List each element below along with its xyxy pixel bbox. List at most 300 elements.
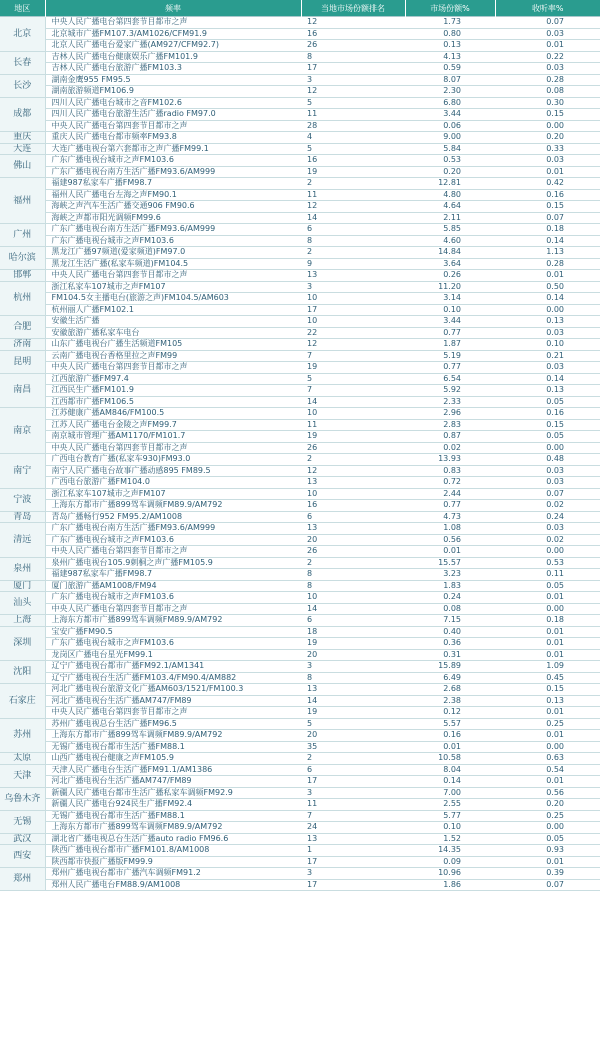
rank-cell: 14	[301, 695, 405, 707]
rate-cell: 0.01	[495, 638, 600, 650]
rate-cell: 1.13	[495, 247, 600, 259]
rank-cell: 17	[301, 304, 405, 316]
frequency-cell: 中央人民广播电台第四套节目都市之声	[45, 17, 301, 29]
rate-cell: 0.01	[495, 166, 600, 178]
table-row	[0, 235, 600, 247]
share-cell: 14.84	[405, 247, 495, 259]
table-row	[0, 868, 600, 880]
table-row	[0, 178, 600, 190]
region-cell: 苏州	[0, 718, 45, 753]
region-cell: 沈阳	[0, 661, 45, 684]
frequency-cell: 南京城市管理广播AM1170/FM101.7	[45, 431, 301, 443]
frequency-cell: 郑州人民广播电台FM88.9/AM1008	[45, 879, 301, 891]
table-row	[0, 684, 600, 696]
share-cell: 0.20	[405, 166, 495, 178]
table-row	[0, 258, 600, 270]
frequency-cell: 江西旅游广播FM97.4	[45, 373, 301, 385]
table-row	[0, 523, 600, 535]
share-cell: 5.19	[405, 350, 495, 362]
table-row	[0, 109, 600, 121]
table-row	[0, 856, 600, 868]
rate-cell: 0.20	[495, 132, 600, 144]
share-cell: 3.44	[405, 109, 495, 121]
rank-cell: 8	[301, 51, 405, 63]
rate-cell: 0.01	[495, 270, 600, 282]
share-cell: 10.58	[405, 753, 495, 765]
share-cell: 0.56	[405, 534, 495, 546]
share-cell: 1.86	[405, 879, 495, 891]
rate-cell: 0.08	[495, 86, 600, 98]
region-cell: 南宁	[0, 454, 45, 489]
frequency-cell: 江西都市广播FM106.5	[45, 396, 301, 408]
table-row	[0, 132, 600, 144]
share-cell: 0.72	[405, 477, 495, 489]
frequency-cell: 大连广播电视台第六套都市之声广播FM99.1	[45, 143, 301, 155]
share-cell: 0.26	[405, 270, 495, 282]
rate-cell: 0.01	[495, 626, 600, 638]
rank-cell: 8	[301, 672, 405, 684]
share-cell: 5.57	[405, 718, 495, 730]
rank-cell: 4	[301, 132, 405, 144]
share-cell: 14.35	[405, 845, 495, 857]
rank-cell: 5	[301, 373, 405, 385]
frequency-cell: 中央人民广播电台第四套节目都市之声	[45, 546, 301, 558]
rate-cell: 0.10	[495, 339, 600, 351]
frequency-cell: 山东广播电视台广播生活频道FM105	[45, 339, 301, 351]
region-cell: 汕头	[0, 592, 45, 615]
frequency-cell: 黑龙江生活广播(私家车频道)FM104.5	[45, 258, 301, 270]
rank-cell: 17	[301, 856, 405, 868]
rank-cell: 17	[301, 776, 405, 788]
table-row	[0, 592, 600, 604]
frequency-cell: 广东广播电视台城市之声FM103.6	[45, 235, 301, 247]
frequency-cell: 海峡之声都市阳光调频FM99.6	[45, 212, 301, 224]
rank-cell: 13	[301, 684, 405, 696]
region-cell: 成都	[0, 97, 45, 132]
rate-cell: 0.18	[495, 615, 600, 627]
share-cell: 3.23	[405, 569, 495, 581]
frequency-cell: 青岛广播畅行952 FM95.2/AM1008	[45, 511, 301, 523]
frequency-cell: 四川人民广播电台旅游生活广播radio FM97.0	[45, 109, 301, 121]
rank-cell: 12	[301, 86, 405, 98]
frequency-cell: 上海东方都市广播899驾车调频FM89.9/AM792	[45, 822, 301, 834]
table-row	[0, 557, 600, 569]
rank-cell: 3	[301, 661, 405, 673]
table-row	[0, 661, 600, 673]
share-cell: 4.64	[405, 201, 495, 213]
rate-cell: 0.05	[495, 580, 600, 592]
rate-cell: 0.18	[495, 224, 600, 236]
rate-cell: 0.01	[495, 40, 600, 52]
frequency-cell: 河北广播电视台生活广播AM747/FM89	[45, 695, 301, 707]
rank-cell: 26	[301, 40, 405, 52]
frequency-cell: 中央人民广播电台第四套节目都市之声	[45, 603, 301, 615]
rate-cell: 0.42	[495, 178, 600, 190]
table-row	[0, 730, 600, 742]
frequency-cell: 安徽旅游广播私家车电台	[45, 327, 301, 339]
share-cell: 0.10	[405, 822, 495, 834]
share-cell: 5.92	[405, 385, 495, 397]
table-row	[0, 247, 600, 259]
table-row	[0, 431, 600, 443]
region-cell: 武汉	[0, 833, 45, 845]
rate-cell: 0.02	[495, 534, 600, 546]
rate-cell: 0.00	[495, 822, 600, 834]
rank-cell: 2	[301, 178, 405, 190]
share-cell: 0.77	[405, 362, 495, 374]
share-cell: 1.08	[405, 523, 495, 535]
frequency-cell: 泉州广播电视台105.9刺桐之声广播FM105.9	[45, 557, 301, 569]
frequency-cell: 郑州广播电视台都市广播汽车调频FM91.2	[45, 868, 301, 880]
table-row	[0, 63, 600, 75]
share-cell: 0.10	[405, 304, 495, 316]
share-cell: 0.01	[405, 741, 495, 753]
rate-cell: 0.14	[495, 235, 600, 247]
table-row	[0, 51, 600, 63]
rank-cell: 6	[301, 224, 405, 236]
rank-cell: 19	[301, 707, 405, 719]
region-cell: 郑州	[0, 868, 45, 891]
table-row	[0, 442, 600, 454]
share-cell: 2.33	[405, 396, 495, 408]
rate-cell: 0.93	[495, 845, 600, 857]
rate-cell: 0.00	[495, 120, 600, 132]
share-cell: 0.01	[405, 546, 495, 558]
rate-cell: 0.14	[495, 373, 600, 385]
table-row	[0, 212, 600, 224]
rate-cell: 0.00	[495, 603, 600, 615]
table-row	[0, 615, 600, 627]
table-row	[0, 822, 600, 834]
rank-cell: 11	[301, 419, 405, 431]
rate-cell: 1.09	[495, 661, 600, 673]
rank-cell: 9	[301, 258, 405, 270]
frequency-cell: 浙江私家车107城市之声FM107	[45, 488, 301, 500]
rank-cell: 35	[301, 741, 405, 753]
region-cell: 无锡	[0, 810, 45, 833]
share-cell: 2.30	[405, 86, 495, 98]
frequency-cell: 四川人民广播电台城市之音FM102.6	[45, 97, 301, 109]
header-rate: 收听率%	[495, 0, 600, 17]
rate-cell: 0.56	[495, 787, 600, 799]
header-share: 市场份额%	[405, 0, 495, 17]
rank-cell: 14	[301, 396, 405, 408]
table-row	[0, 327, 600, 339]
share-cell: 0.06	[405, 120, 495, 132]
region-cell: 乌鲁木齐	[0, 787, 45, 810]
share-cell: 15.89	[405, 661, 495, 673]
rate-cell: 0.25	[495, 810, 600, 822]
rate-cell: 0.03	[495, 465, 600, 477]
share-cell: 0.80	[405, 28, 495, 40]
table-row	[0, 741, 600, 753]
rate-cell: 0.13	[495, 316, 600, 328]
rate-cell: 0.01	[495, 856, 600, 868]
frequency-cell: 河北广播电视台旅游文化广播AM603/1521/FM100.3	[45, 684, 301, 696]
share-cell: 2.38	[405, 695, 495, 707]
rate-cell: 0.50	[495, 281, 600, 293]
table-row	[0, 362, 600, 374]
share-cell: 6.49	[405, 672, 495, 684]
region-cell: 泉州	[0, 557, 45, 580]
rate-cell: 0.01	[495, 776, 600, 788]
rate-cell: 0.16	[495, 189, 600, 201]
rank-cell: 7	[301, 810, 405, 822]
table-row	[0, 155, 600, 167]
rate-cell: 0.01	[495, 592, 600, 604]
table-row	[0, 477, 600, 489]
share-cell: 4.73	[405, 511, 495, 523]
rank-cell: 19	[301, 362, 405, 374]
table-row	[0, 40, 600, 52]
frequency-cell: 新疆人民广播电台924民生广播FM92.4	[45, 799, 301, 811]
share-cell: 7.15	[405, 615, 495, 627]
table-row	[0, 718, 600, 730]
share-cell: 8.07	[405, 74, 495, 86]
frequency-cell: 广西电台教育广播(私家车930)FM93.0	[45, 454, 301, 466]
share-cell: 4.80	[405, 189, 495, 201]
header-row	[0, 0, 600, 17]
rank-cell: 19	[301, 431, 405, 443]
rate-cell: 0.03	[495, 155, 600, 167]
share-cell: 3.44	[405, 316, 495, 328]
share-cell: 2.68	[405, 684, 495, 696]
table-row	[0, 799, 600, 811]
table-row	[0, 511, 600, 523]
region-cell: 南京	[0, 408, 45, 454]
rank-cell: 16	[301, 28, 405, 40]
share-cell: 0.53	[405, 155, 495, 167]
table-row	[0, 500, 600, 512]
region-cell: 福州	[0, 178, 45, 224]
table-row	[0, 707, 600, 719]
rate-cell: 0.00	[495, 546, 600, 558]
share-cell: 0.87	[405, 431, 495, 443]
region-cell: 宁波	[0, 488, 45, 511]
frequency-cell: 广东广播电视台城市之声FM103.6	[45, 638, 301, 650]
frequency-cell: 辽宁广播电视台都市广播FM92.1/AM1341	[45, 661, 301, 673]
frequency-cell: 广东广播电视台南方生活广播FM93.6/AM999	[45, 523, 301, 535]
rank-cell: 11	[301, 189, 405, 201]
rate-cell: 0.28	[495, 74, 600, 86]
table-row	[0, 695, 600, 707]
rate-cell: 0.39	[495, 868, 600, 880]
table-row	[0, 86, 600, 98]
rank-cell: 13	[301, 833, 405, 845]
frequency-cell: 新疆人民广播电台都市生活广播私家车调频FM92.9	[45, 787, 301, 799]
frequency-cell: 重庆人民广播电台都市频率FM93.8	[45, 132, 301, 144]
region-cell: 昆明	[0, 350, 45, 373]
rate-cell: 0.63	[495, 753, 600, 765]
rate-cell: 0.03	[495, 362, 600, 374]
table-row	[0, 120, 600, 132]
rank-cell: 12	[301, 17, 405, 29]
share-cell: 6.54	[405, 373, 495, 385]
region-cell: 广州	[0, 224, 45, 247]
frequency-cell: 上海东方都市广播899驾车调频FM89.9/AM792	[45, 730, 301, 742]
frequency-cell: 海峡之声汽车生活广播交通906 FM90.6	[45, 201, 301, 213]
rank-cell: 20	[301, 649, 405, 661]
share-cell: 8.04	[405, 764, 495, 776]
share-cell: 0.16	[405, 730, 495, 742]
frequency-cell: 中央人民广播电台第四套节目都市之声	[45, 120, 301, 132]
rank-cell: 13	[301, 477, 405, 489]
table-row	[0, 764, 600, 776]
frequency-cell: 南宁人民广播电台故事广播动感895 FM89.5	[45, 465, 301, 477]
share-cell: 1.52	[405, 833, 495, 845]
share-cell: 10.96	[405, 868, 495, 880]
rate-cell: 0.53	[495, 557, 600, 569]
rank-cell: 17	[301, 63, 405, 75]
rate-cell: 0.15	[495, 109, 600, 121]
share-cell: 2.11	[405, 212, 495, 224]
frequency-cell: 江西民生广播FM101.9	[45, 385, 301, 397]
rate-cell: 0.33	[495, 143, 600, 155]
share-cell: 13.93	[405, 454, 495, 466]
rank-cell: 22	[301, 327, 405, 339]
table-row	[0, 845, 600, 857]
rate-cell: 0.05	[495, 431, 600, 443]
rate-cell: 0.11	[495, 569, 600, 581]
region-cell: 南昌	[0, 373, 45, 408]
region-cell: 济南	[0, 339, 45, 351]
share-cell: 7.00	[405, 787, 495, 799]
frequency-cell: 无锡广播电视台都市生活广播FM88.1	[45, 741, 301, 753]
rate-cell: 0.24	[495, 511, 600, 523]
rank-cell: 5	[301, 143, 405, 155]
share-cell: 1.83	[405, 580, 495, 592]
frequency-cell: 广东广播电视台南方生活广播FM93.6/AM999	[45, 166, 301, 178]
rate-cell: 0.05	[495, 396, 600, 408]
share-cell: 0.59	[405, 63, 495, 75]
rank-cell: 5	[301, 97, 405, 109]
share-cell: 6.80	[405, 97, 495, 109]
frequency-cell: 浙江私家车107城市之声FM107	[45, 281, 301, 293]
rate-cell: 0.01	[495, 649, 600, 661]
rank-cell: 20	[301, 730, 405, 742]
table-row	[0, 304, 600, 316]
share-cell: 0.12	[405, 707, 495, 719]
rank-cell: 13	[301, 270, 405, 282]
table-row	[0, 626, 600, 638]
table-row	[0, 350, 600, 362]
share-cell: 2.55	[405, 799, 495, 811]
frequency-cell: 云南广播电视台香格里拉之声FM99	[45, 350, 301, 362]
share-cell: 0.13	[405, 40, 495, 52]
rate-cell: 0.07	[495, 488, 600, 500]
rank-cell: 16	[301, 155, 405, 167]
share-cell: 2.96	[405, 408, 495, 420]
table-row	[0, 672, 600, 684]
rate-cell: 0.25	[495, 718, 600, 730]
table-body	[0, 17, 600, 891]
share-cell: 0.24	[405, 592, 495, 604]
frequency-cell: 厦门旅游广播AM1008/FM94	[45, 580, 301, 592]
share-cell: 0.31	[405, 649, 495, 661]
rank-cell: 28	[301, 120, 405, 132]
table-header	[0, 0, 600, 17]
region-cell: 天津	[0, 764, 45, 787]
region-cell: 邯郸	[0, 270, 45, 282]
rate-cell: 0.21	[495, 350, 600, 362]
rate-cell: 0.20	[495, 799, 600, 811]
frequency-cell: 福建987私家车广播FM98.7	[45, 569, 301, 581]
share-cell: 1.73	[405, 17, 495, 29]
share-cell: 3.64	[405, 258, 495, 270]
rate-cell: 0.00	[495, 442, 600, 454]
frequency-cell: 山西广播电视台健康之声FM105.9	[45, 753, 301, 765]
header-frequency: 频率	[45, 0, 301, 17]
share-cell: 0.09	[405, 856, 495, 868]
frequency-cell: 中央人民广播电台第四套节目都市之声	[45, 270, 301, 282]
share-cell: 9.00	[405, 132, 495, 144]
table-row	[0, 465, 600, 477]
rank-cell: 3	[301, 868, 405, 880]
rate-cell: 0.03	[495, 523, 600, 535]
share-cell: 0.40	[405, 626, 495, 638]
table-row	[0, 373, 600, 385]
share-cell: 4.60	[405, 235, 495, 247]
rate-cell: 0.54	[495, 764, 600, 776]
rate-cell: 0.15	[495, 684, 600, 696]
rank-cell: 11	[301, 109, 405, 121]
table-row	[0, 224, 600, 236]
rank-cell: 10	[301, 592, 405, 604]
frequency-cell: 黑龙江广播97频道(爱家频道)FM97.0	[45, 247, 301, 259]
table-row	[0, 143, 600, 155]
region-cell: 上海	[0, 615, 45, 627]
rank-cell: 11	[301, 799, 405, 811]
rank-cell: 3	[301, 281, 405, 293]
rank-cell: 14	[301, 603, 405, 615]
rank-cell: 8	[301, 569, 405, 581]
share-cell: 2.44	[405, 488, 495, 500]
frequency-cell: 北京人民广播电台爱家广播(AM927/CFM92.7)	[45, 40, 301, 52]
table-row	[0, 293, 600, 305]
rank-cell: 7	[301, 385, 405, 397]
frequency-cell: 上海东方都市广播899驾车调频FM89.9/AM792	[45, 500, 301, 512]
rate-cell: 0.30	[495, 97, 600, 109]
rank-cell: 12	[301, 201, 405, 213]
rate-cell: 0.03	[495, 63, 600, 75]
share-cell: 4.13	[405, 51, 495, 63]
rank-cell: 5	[301, 718, 405, 730]
frequency-cell: 北京城市广播FM107.3/AM1026/CFM91.9	[45, 28, 301, 40]
rank-cell: 16	[301, 500, 405, 512]
rate-cell: 0.14	[495, 293, 600, 305]
rate-cell: 0.00	[495, 741, 600, 753]
table-row	[0, 419, 600, 431]
table-row	[0, 74, 600, 86]
frequency-cell: 湖北省广播电视总台生活广播auto radio FM96.6	[45, 833, 301, 845]
frequency-cell: 广东广播电视台城市之声FM103.6	[45, 155, 301, 167]
rate-cell: 0.03	[495, 327, 600, 339]
frequency-cell: 陕西都市快报广播版FM99.9	[45, 856, 301, 868]
rank-cell: 19	[301, 638, 405, 650]
frequency-cell: 上海东方都市广播899驾车调频FM89.9/AM792	[45, 615, 301, 627]
share-cell: 0.08	[405, 603, 495, 615]
rank-cell: 1	[301, 845, 405, 857]
share-cell: 12.81	[405, 178, 495, 190]
rank-cell: 2	[301, 247, 405, 259]
frequency-cell: 湖南旅游频道FM106.9	[45, 86, 301, 98]
table-row	[0, 810, 600, 822]
rate-cell: 0.03	[495, 28, 600, 40]
share-cell: 1.87	[405, 339, 495, 351]
rank-cell: 6	[301, 764, 405, 776]
rate-cell: 0.00	[495, 304, 600, 316]
region-cell: 合肥	[0, 316, 45, 339]
